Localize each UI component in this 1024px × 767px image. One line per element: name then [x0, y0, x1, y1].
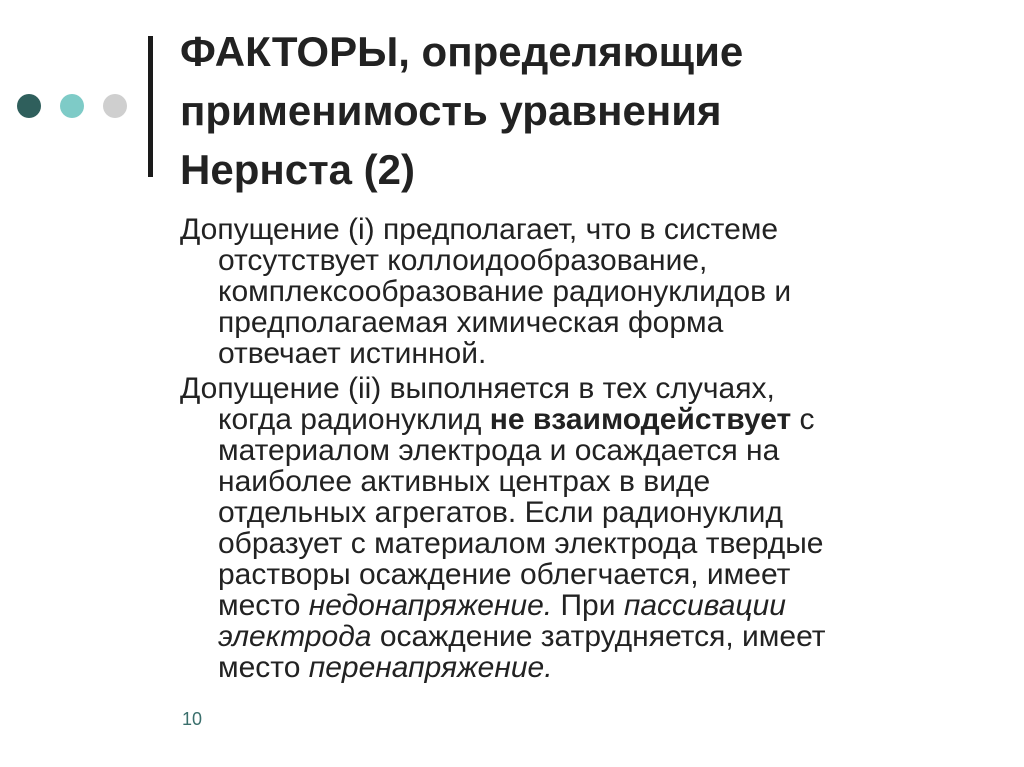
italic-term: электрода: [218, 620, 372, 653]
text-line: предполагаемая химическая форма: [218, 306, 724, 339]
text-line: отвечает истинной.: [218, 337, 487, 370]
text-line: материалом электрода и осаждается на: [218, 434, 780, 467]
title-line: ФАКТОРЫ, определяющие: [180, 28, 744, 75]
text-run: место: [218, 651, 309, 684]
slide-body: [180, 214, 1000, 687]
italic-term: перенапряжение.: [308, 651, 553, 684]
text-line: Допущение (i) предполагает, что в системе: [180, 213, 779, 246]
title-divider: [148, 36, 153, 177]
text-line: комплексообразование радионуклидов и: [218, 275, 792, 308]
text-run: осаждение затрудняется, имеет: [371, 620, 826, 653]
gray-dot-icon: [103, 94, 127, 118]
text-line: наиболее активных центрах в виде: [218, 465, 711, 498]
text-line: отсутствует коллоидообразование,: [218, 244, 708, 277]
italic-term: недонапряжение.: [308, 589, 553, 622]
text-run: При: [552, 589, 624, 622]
text-line: [180, 621, 1000, 652]
title-line: применимость уравнения: [180, 87, 722, 134]
italic-term: пассивации: [623, 589, 786, 622]
text-run: когда радионуклид: [218, 403, 490, 436]
text-line: образует с материалом электрода твердые: [218, 527, 824, 560]
text-line: растворы осаждение облегчается, имеет: [218, 558, 791, 591]
paragraph-assumption-ii: [180, 373, 1000, 683]
text-line: [180, 404, 1000, 435]
text-line: Допущение (ii) выполняется в тех случаях,: [180, 372, 775, 405]
page-number: 10: [182, 709, 203, 729]
bold-emphasis: не взаимодействует: [489, 403, 792, 436]
dark-dot-icon: [17, 94, 41, 118]
teal-dot-icon: [60, 94, 84, 118]
paragraph-assumption-i: [180, 214, 1000, 369]
title-line: Нернста (2): [180, 146, 415, 193]
text-line: [180, 590, 1000, 621]
text-run: с: [791, 403, 815, 436]
slide-title: [180, 22, 1000, 199]
text-run: место: [218, 589, 309, 622]
text-line: [180, 652, 1000, 683]
text-line: отдельных агрегатов. Если радионуклид: [218, 496, 783, 529]
